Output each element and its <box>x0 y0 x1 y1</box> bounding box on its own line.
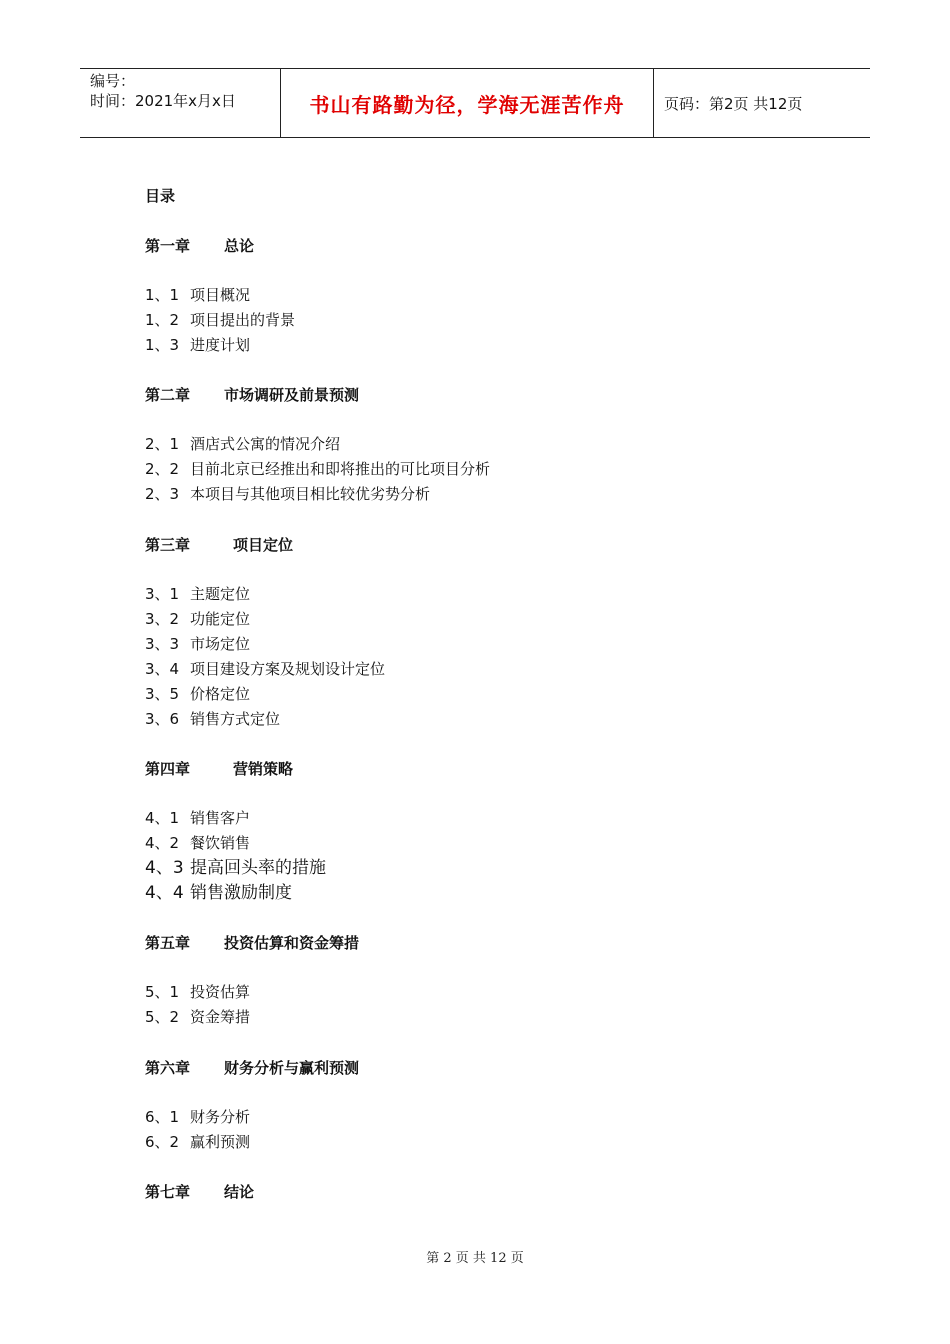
toc-item-number: 2、1 <box>145 435 180 453</box>
toc-item-text: 餐饮销售 <box>190 834 251 852</box>
chapter-name: 营销策略 <box>233 760 294 778</box>
toc-item-text: 目前北京已经推出和即将推出的可比项目分析 <box>190 460 491 478</box>
toc-item-number: 2、2 <box>145 460 180 478</box>
toc-item <box>145 982 250 1002</box>
chapter-heading <box>145 535 293 555</box>
chapter-heading <box>145 385 359 405</box>
chapter-number: 第七章 <box>145 1183 191 1201</box>
toc-item <box>145 659 385 679</box>
toc-item <box>145 1132 250 1152</box>
toc-item-number: 4、3 <box>145 858 184 878</box>
chapter-name: 投资估算和资金筹措 <box>224 934 360 952</box>
chapter-name: 财务分析与赢利预测 <box>224 1059 360 1077</box>
toc-item <box>145 808 250 828</box>
toc-item-number: 2、3 <box>145 485 180 503</box>
page-header <box>80 68 870 138</box>
toc-item <box>145 634 250 654</box>
chapter-heading <box>145 1182 254 1202</box>
toc-item-number: 6、1 <box>145 1108 180 1126</box>
chapter-number: 第四章 <box>145 760 191 778</box>
chapter-heading <box>145 1058 359 1078</box>
toc-item-text: 主题定位 <box>190 585 251 603</box>
toc-item-number: 3、5 <box>145 685 180 703</box>
toc-item-text: 赢利预测 <box>190 1133 251 1151</box>
toc-item-text: 功能定位 <box>190 610 251 628</box>
toc-item-text: 项目提出的背景 <box>190 311 296 329</box>
toc-item-number: 1、2 <box>145 311 180 329</box>
toc-item <box>145 484 430 504</box>
toc-item-number: 1、1 <box>145 286 180 304</box>
chapter-name: 项目定位 <box>233 536 294 554</box>
toc-item-number: 5、2 <box>145 1008 180 1026</box>
toc-item-text: 本项目与其他项目相比较优劣势分析 <box>190 485 431 503</box>
toc-item-number: 3、4 <box>145 660 180 678</box>
toc-item-text: 销售方式定位 <box>190 710 281 728</box>
toc-item-text: 销售激励制度 <box>190 883 292 903</box>
chapter-name: 总论 <box>224 237 255 255</box>
chapter-name: 市场调研及前景预测 <box>224 386 360 404</box>
toc-item-number: 3、6 <box>145 710 180 728</box>
header-motto-cell <box>281 69 654 137</box>
page-footer: 第 2 页 共 12 页 <box>426 1251 524 1266</box>
header-meta-cell <box>80 69 281 137</box>
toc-item <box>145 335 250 355</box>
chapter-number: 第二章 <box>145 386 191 404</box>
toc-item-text: 项目概况 <box>190 286 251 304</box>
toc-item-text: 销售客户 <box>190 809 251 827</box>
page-info: 页码：第2页 共12页 <box>664 94 803 113</box>
toc-item <box>145 858 326 878</box>
toc-item-number: 4、2 <box>145 834 180 852</box>
toc-item-text: 价格定位 <box>190 685 251 703</box>
toc-item-text: 投资估算 <box>190 983 251 1001</box>
toc-item <box>145 833 250 853</box>
toc-item <box>145 434 340 454</box>
chapter-number: 第五章 <box>145 934 191 952</box>
chapter-number: 第六章 <box>145 1059 191 1077</box>
toc-item <box>145 459 490 479</box>
toc-item-text: 项目建设方案及规划设计定位 <box>190 660 386 678</box>
chapter-name: 结论 <box>224 1183 255 1201</box>
chapter-heading <box>145 236 254 256</box>
chapter-heading <box>145 759 293 779</box>
time-label: 时间：2021年x月x日 <box>90 92 236 110</box>
toc-item-text: 财务分析 <box>190 1108 251 1126</box>
toc-item-text: 提高回头率的措施 <box>190 858 326 878</box>
toc-item-number: 4、4 <box>145 883 184 903</box>
toc-item-text: 进度计划 <box>190 336 251 354</box>
chapter-heading <box>145 933 359 953</box>
toc-item-number: 3、1 <box>145 585 180 603</box>
toc-item <box>145 684 250 704</box>
chapter-number: 第一章 <box>145 237 191 255</box>
toc-item <box>145 883 292 903</box>
header-page-cell <box>654 69 870 137</box>
toc-item-number: 3、3 <box>145 635 180 653</box>
number-label: 编号： <box>90 72 136 90</box>
toc-item-text: 酒店式公寓的情况介绍 <box>190 435 341 453</box>
motto-text: 书山有路勤为径，学海无涯苦作舟 <box>309 92 625 117</box>
toc-item-number: 6、2 <box>145 1133 180 1151</box>
toc-item <box>145 1107 250 1127</box>
toc-item-number: 5、1 <box>145 983 180 1001</box>
toc-item-number: 1、3 <box>145 336 180 354</box>
toc-item <box>145 1007 250 1027</box>
chapter-number: 第三章 <box>145 536 191 554</box>
toc-item <box>145 584 250 604</box>
toc-item <box>145 609 250 629</box>
toc-item-number: 3、2 <box>145 610 180 628</box>
toc-item-number: 4、1 <box>145 809 180 827</box>
toc-item-text: 资金筹措 <box>190 1008 251 1026</box>
toc-item <box>145 285 250 305</box>
toc-item <box>145 709 280 729</box>
toc-title: 目录 <box>145 187 176 205</box>
toc-item <box>145 310 295 330</box>
toc-item-text: 市场定位 <box>190 635 251 653</box>
